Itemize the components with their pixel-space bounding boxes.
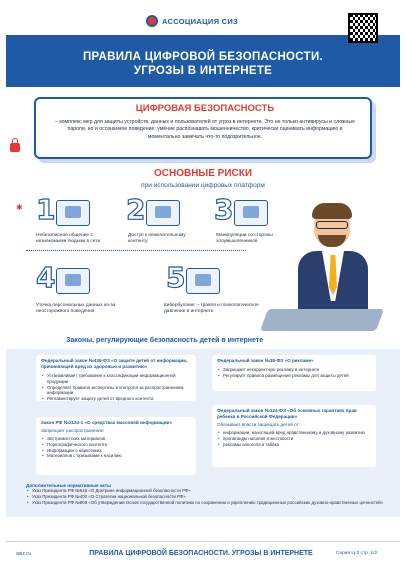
law-card-subtitle: Обязывает власти защищать детей от: [217, 422, 300, 427]
risk-number: 2 [126, 193, 146, 226]
footer-title: ПРАВИЛА ЦИФРОВОЙ БЕЗОПАСНОСТИ. УГРОЗЫ В ИНТЕРНЕТЕ [89, 550, 313, 557]
blocked-content-icon [146, 200, 180, 226]
list-item: • Устанавливает требования к классификации информационной продукции [41, 373, 191, 385]
brand-logo [146, 15, 238, 27]
list-item: • Указ Президента РФ №809 «Об утверждении Основ государственной политики по сохранению и укреплению традиционных российских духовно-нравственных ценностей» [26, 500, 386, 506]
footer-page-number: Серия Ц-2 стр. 1/2 [336, 551, 378, 556]
qr-code-icon [348, 13, 378, 43]
bug-icon: ✱ [16, 203, 23, 212]
list-item: • рекламы алкоголя и табака [217, 442, 371, 448]
law-card-title: Федеральный закон №124-ФЗ «Об основных гарантиях прав ребенка в Российской Федерации» [217, 408, 357, 419]
list-item: • Регламентирует защиту детей от вредного контента [41, 396, 191, 402]
cyberbullying-icon [186, 268, 220, 294]
risk-number: 1 [36, 193, 56, 226]
list-item: • Указ Президента РФ №400 «О Стратегии национальной безопасности РФ» [26, 494, 386, 500]
risk-number: 4 [36, 261, 56, 294]
brand-emblem-icon [146, 15, 158, 27]
list-item: • Запрещает некорректную рекламу в интернете [217, 367, 371, 373]
law-card-title: Закон РФ №2124-1 «О средствах массовой информации» [41, 420, 173, 425]
risk-text: Доступ к нежелательному контенту [128, 233, 186, 245]
list-item: • Определяет правила экспертизы и контроля за распространением информации [41, 385, 191, 397]
law-card-subtitle: Запрещает распространение: [41, 428, 105, 433]
risks-title: ОСНОВНЫЕ РИСКИ [153, 168, 253, 179]
list-item: • Регулирует правила размещения рекламы для защиты детей [217, 373, 371, 379]
law-card [36, 355, 196, 401]
keyboard-illustration [260, 309, 384, 331]
page-title-line1: ПРАВИЛА ЦИФРОВОЙ БЕЗОПАСНОСТИ. [82, 51, 324, 63]
footer [6, 541, 400, 565]
risk-text: Утечка персональных данных из-за неосторожного поведения [36, 303, 116, 315]
list-item: • Экстремистских материалов [41, 436, 191, 442]
list-item: • информации, наносящей вред нравственному и духовному развитию [217, 430, 371, 436]
definition-text: – комплекс мер для защиты устройств, данных и пользователей от угроз в интернете. Это не только антивирусы и сложные пароли, но и осознанное поведение: умение распознавать мошенничество, критически оценивать информацию и моментально замечать что-то подозрительное. [55, 119, 355, 140]
brand-name: АССОЦИАЦИЯ СИЗ [162, 16, 239, 26]
risk-text: Кибербуллинг – травля и психологическое давление в интернете [164, 303, 259, 315]
risk-text: Манипуляции со стороны злоумышленников [216, 233, 273, 245]
man-illustration [294, 203, 374, 313]
law-card [36, 417, 196, 475]
law-card [212, 355, 376, 391]
additional-acts-title: Дополнительные нормативные акты [26, 483, 111, 488]
risk-number: 5 [166, 261, 186, 294]
risk-number: 3 [214, 193, 234, 226]
lock-icon [10, 143, 20, 152]
list-item: • Указ Президента РФ №646 «О Доктрине информационной безопасности РФ» [26, 488, 386, 494]
list-item: • пропаганды насилия и жестокости [217, 436, 371, 442]
list-item: • Информации о наркотиках [41, 448, 191, 454]
page-title-line2: УГРОЗЫ В ИНТЕРНЕТЕ [133, 65, 273, 77]
risk-text: Небезопасное общение с незнакомыми людьми в сети [36, 233, 101, 245]
law-card [212, 405, 376, 467]
list-item: • Материалов с призывами к насилию [41, 453, 191, 459]
law-card-title: Федеральный закон №38-ФЗ «О рекламе» [217, 358, 314, 363]
chat-icon [56, 200, 90, 226]
definition-box [34, 97, 372, 159]
poster-sheet [6, 5, 400, 565]
risks-subtitle: при использовании цифровых платформ [141, 182, 265, 189]
definition-title: ЦИФРОВАЯ БЕЗОПАСНОСТЬ [135, 103, 275, 114]
laws-title: Законы, регулирующие безопасность детей в интернете [66, 337, 264, 344]
law-card-title: Федеральный закон №436-ФЗ «О защите детей от информации, причиняющей вред их здоровью и развитию» [41, 358, 188, 369]
footer-site-link[interactable]: asiz.ru [16, 551, 31, 557]
manipulation-icon [234, 200, 268, 226]
additional-acts [26, 483, 386, 505]
dotted-connector [26, 250, 246, 251]
data-leak-icon [56, 268, 90, 294]
list-item: • Порнографического контента [41, 442, 191, 448]
